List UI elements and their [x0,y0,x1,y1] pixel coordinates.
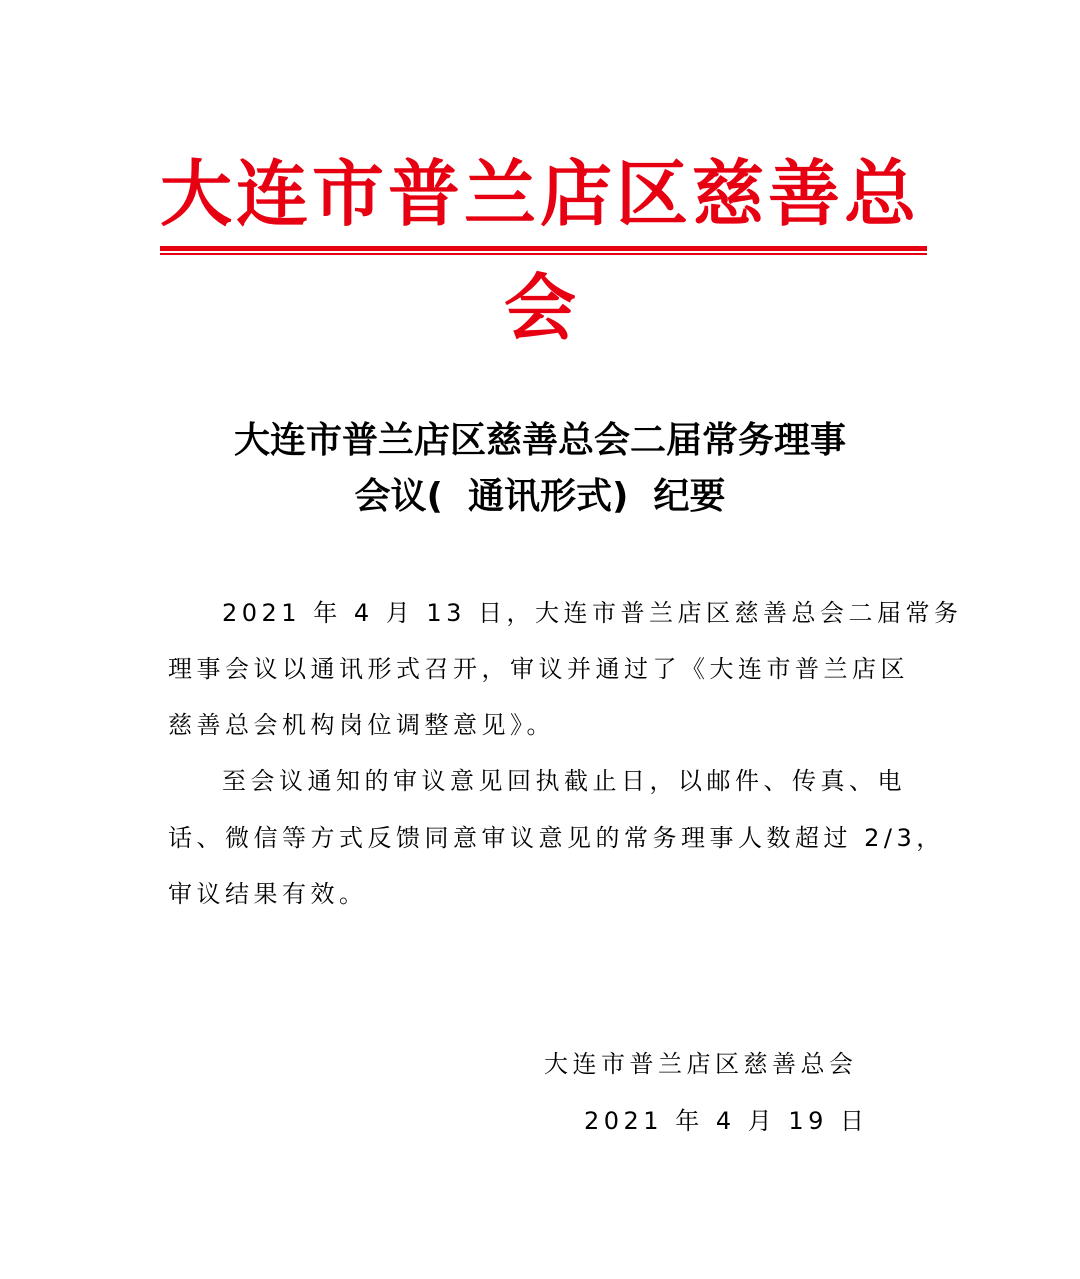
document-title-line2: 会议( 通讯形式) 纪要 [354,476,726,517]
header-org-title-line2: 会 [503,266,576,350]
signature-org: 大连市普兰店区慈善总会 [544,1050,858,1078]
header-org-title-line1: 大连市普兰店区慈善总 [159,152,920,236]
signature-date: 2021 年 4 月 19 日 [584,1107,869,1135]
paragraph1-line1: 2021 年 4 月 13 日，大连市普兰店区慈善总会二届常务 [222,599,963,627]
paragraph2-line1: 至会议通知的审议意见回执截止日，以邮件、传真、电 [222,767,906,795]
paragraph2-line3: 审议结果有效。 [168,880,368,908]
paragraph1-line2: 理事会议以通讯形式召开，审议并通过了《大连市普兰店区 [168,655,909,683]
paragraph2-line2: 话、微信等方式反馈同意审议意见的常务理事人数超过 2/3， [168,824,945,852]
header-red-rule-thin [160,253,927,255]
paragraph1-line3: 慈善总会机构岗位调整意见》。 [168,711,555,739]
header-red-rule-thick [160,246,927,251]
document-title-line1: 大连市普兰店区慈善总会二届常务理事 [233,420,846,461]
